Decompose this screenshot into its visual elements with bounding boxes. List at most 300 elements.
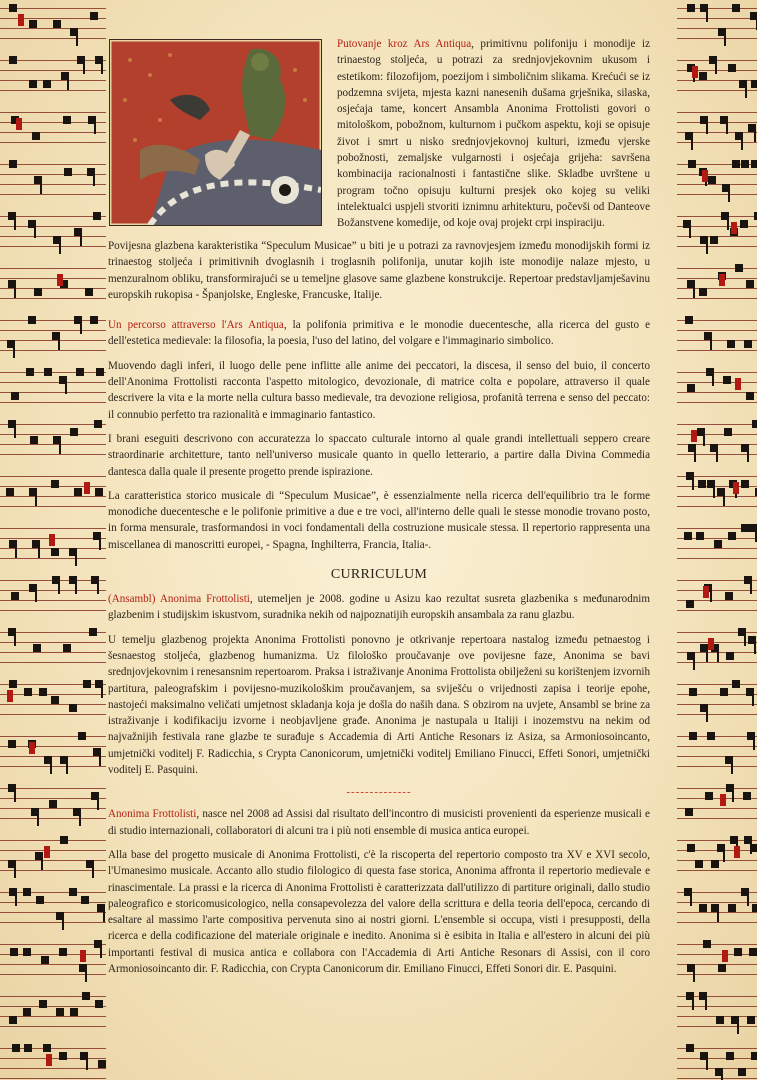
neume-note (687, 4, 695, 12)
note-stem (13, 344, 15, 358)
staff-line (677, 870, 757, 871)
note-stem (728, 188, 730, 202)
music-staff (0, 988, 106, 1034)
staff-line (677, 1026, 757, 1027)
music-staff (677, 208, 757, 254)
note-stem (706, 708, 708, 722)
staff-line (677, 1078, 757, 1079)
curriculum-intro-text-hr: , utemeljen je 2008. godine u Asizu kao rezultat susreta glazbenika s međunarodnim glazbenim i studijskim iskustvom, suradnika nekih od najpoznatijih europskih ansambala za ranu glazbu. (108, 593, 650, 622)
staff-line (0, 454, 106, 455)
note-stem (706, 648, 708, 662)
staff-line (677, 216, 757, 217)
music-staff (677, 312, 757, 358)
neume-note (12, 1044, 20, 1052)
staff-line (0, 340, 106, 341)
staff-line (0, 944, 106, 945)
neume-note (83, 680, 91, 688)
music-staff (0, 1040, 106, 1080)
staff-line (677, 954, 757, 955)
staff-line (677, 184, 757, 185)
neume-note (53, 20, 61, 28)
note-stem (747, 448, 749, 462)
neume-note (725, 592, 733, 600)
staff-line (0, 528, 106, 529)
staff-line (677, 288, 757, 289)
music-staff (0, 468, 106, 514)
music-staff (0, 156, 106, 202)
neume-note (752, 904, 757, 912)
rubric-mark (733, 482, 739, 494)
note-stem (692, 476, 694, 490)
rubric-mark (44, 846, 50, 858)
note-stem (14, 788, 16, 802)
note-stem (100, 944, 102, 958)
neume-note (707, 732, 715, 740)
neume-note (30, 436, 38, 444)
music-staff (0, 52, 106, 98)
rubric-mark (702, 170, 708, 182)
note-stem (85, 968, 87, 982)
neume-note (746, 280, 754, 288)
neume-note (741, 480, 749, 488)
neume-note (51, 548, 59, 556)
note-stem (692, 996, 694, 1010)
note-stem (706, 120, 708, 134)
note-stem (753, 736, 755, 750)
neume-note (23, 1008, 31, 1016)
music-staff (677, 624, 757, 670)
neume-note (751, 160, 757, 168)
staff-line (0, 610, 106, 611)
curriculum-intro-it (108, 806, 650, 839)
music-staff (0, 676, 106, 722)
music-staff (677, 364, 757, 410)
staff-line (0, 372, 106, 373)
note-stem (75, 580, 77, 594)
neume-note (752, 844, 757, 852)
curriculum-lead-hr: (Ansambl) Anonima Frottolisti (108, 593, 250, 606)
note-stem (710, 336, 712, 350)
rubric-mark (57, 274, 63, 286)
note-stem (79, 812, 81, 826)
note-stem (717, 908, 719, 922)
staff-line (0, 704, 106, 705)
note-stem (717, 648, 719, 662)
neume-note (703, 940, 711, 948)
staff-line (677, 424, 757, 425)
neume-note (69, 888, 77, 896)
manuscript-border-right (677, 0, 757, 1080)
note-stem (693, 656, 695, 670)
note-stem (15, 544, 17, 558)
staff-line (677, 548, 757, 549)
paragraph-it-4: La caratteristica storico musicale di “Speculum Musicae”, è essenzialmente nella ricerca dell'equilibrio tra le forme monodiche duecentesche e le polifonie primitive a due e tre voci, all'interno delle quali le stesse monodie trovano posto, in forma mensurale, trasformandosi in voci fondamentali della costruzione musicale stessa. Il repertorio rappresenta una miscellanea di manoscritti europei, - Spagna, Inghilterra, Francia, Italia-. (108, 489, 650, 551)
rubric-mark (49, 534, 55, 546)
note-stem (97, 580, 99, 594)
curriculum-intro-hr (108, 591, 650, 624)
staff-line (0, 246, 106, 247)
neume-note (752, 420, 757, 428)
music-staff (677, 520, 757, 566)
note-stem (706, 8, 708, 22)
neume-note (727, 340, 735, 348)
note-stem (97, 796, 99, 810)
note-stem (14, 424, 16, 438)
note-stem (706, 1056, 708, 1070)
neume-note (24, 688, 32, 696)
staff-line (0, 996, 106, 997)
neume-note (82, 992, 90, 1000)
staff-line (677, 392, 757, 393)
staff-line (677, 662, 757, 663)
note-stem (723, 848, 725, 862)
neume-note (689, 732, 697, 740)
staff-line (677, 610, 757, 611)
music-staff (677, 728, 757, 774)
rubric-mark (46, 1054, 52, 1066)
staff-line (0, 974, 106, 975)
neume-note (59, 1052, 67, 1060)
neume-note (716, 1016, 724, 1024)
staff-line (0, 766, 106, 767)
neume-note (724, 428, 732, 436)
neume-note (26, 368, 34, 376)
neume-note (10, 948, 18, 956)
note-stem (67, 76, 69, 90)
rubric-mark (708, 638, 714, 650)
neume-note (9, 1016, 17, 1024)
staff-line (677, 704, 757, 705)
neume-note (684, 532, 692, 540)
staff-line (0, 402, 106, 403)
music-staff (0, 260, 106, 306)
staff-line (677, 194, 757, 195)
neume-note (747, 1016, 755, 1024)
staff-line (0, 694, 106, 695)
neume-note (36, 896, 44, 904)
note-stem (726, 120, 728, 134)
music-staff (0, 936, 106, 982)
neume-note (70, 428, 78, 436)
paragraph-hr-2: Povijesna glazbena karakteristika “Speculum Musicae” u biti je u potrazi za ravnovjesjem između monodijskih formi iz trinaestog stoljeća i primitivnih dvoglasnih i troglasnih polifonija, unutar kojih iste monodije nalaze mjesto, u menzuralnom obliku, transformirajući se u temeljne glasove same glazbene konstrukcije. Repertoar predstavljamješavinu europskih rukopisa - Španjolske, Engleske, Francuske, Italije. (108, 240, 650, 301)
note-stem (693, 968, 695, 982)
staff-line (0, 194, 106, 195)
neume-note (78, 732, 86, 740)
neume-note (744, 340, 752, 348)
intro-lead-it: Un percorso attraverso l'Ars Antiqua (108, 319, 284, 332)
music-staff (677, 260, 757, 306)
neume-note (56, 1008, 64, 1016)
note-stem (727, 216, 729, 230)
neume-note (732, 680, 740, 688)
staff-line (0, 132, 106, 133)
staff-line (0, 476, 106, 477)
note-stem (41, 856, 43, 870)
neume-note (687, 844, 695, 852)
neume-note (9, 56, 17, 64)
staff-line (0, 382, 106, 383)
music-staff (677, 156, 757, 202)
staff-line (0, 756, 106, 757)
note-stem (689, 224, 691, 238)
neume-note (63, 116, 71, 124)
rubric-mark (735, 378, 741, 390)
rubric-mark (703, 586, 709, 598)
music-staff (0, 572, 106, 618)
staff-line (677, 38, 757, 39)
staff-line (0, 746, 106, 747)
music-staff (677, 0, 757, 46)
neume-note (96, 368, 104, 376)
music-staff (0, 728, 106, 774)
staff-line (0, 808, 106, 809)
neume-note (51, 480, 59, 488)
staff-line (0, 850, 106, 851)
neume-note (698, 480, 706, 488)
curriculum-intro-text-it: , nasce nel 2008 ad Assisi dal risultato dell'incontro di musicisti provenienti da esperienze musicali e di studio internazionali, collaboratori di alcuni tra i più noti ensemble di musica antica europei. (108, 808, 650, 837)
staff-line (677, 330, 757, 331)
neume-note (686, 1044, 694, 1052)
note-stem (710, 588, 712, 602)
note-stem (750, 580, 752, 594)
staff-line (677, 1058, 757, 1059)
note-stem (58, 580, 60, 594)
neume-note (85, 288, 93, 296)
curriculum-paragraph-it-2: Alla base del progetto musicale di Anonima Frottolisti, c'è la riscoperta del repertorio composto tra XV e XVI secolo, l'Umanesimo musicale. Accanto allo studio filologico di questa fase storica, Anonima affronta il repertorio medievale e rinascimentale. La prassi e la ricerca di Anonima Frottolisti è caratterizzata dall'utilizzo di partiture originali, dallo studio paleografico e storicomusicologico, nella consapevolezza del valore della scrittura e della teoria dell'epoca, cercando di esaltare al massimo l'arte compositiva pervenuta sino ai nostri giorni. L'ensemble si occupa, visti i presupposti, della ricerca e della codificazione del materiale originale e inedito. Anonima si è esibita in Italia e all'estero in alcuni dei più importanti festival di musica antica e collabora con l'Accademia di Arti Antiche Resonars di Assisi, con il coro Armoniosoincanto dir. F. Radicchia, con Crypta Canonicorum dir. Emiliano Finucci, Effeti Sonori dir. E. Pasquini. (108, 848, 650, 975)
music-staff (0, 312, 106, 358)
note-stem (721, 1072, 723, 1080)
staff-line (0, 298, 106, 299)
neume-note (90, 316, 98, 324)
staff-line (0, 912, 106, 913)
note-stem (15, 892, 17, 906)
neume-note (741, 160, 749, 168)
note-stem (723, 492, 725, 506)
neume-note (746, 392, 754, 400)
rubric-mark (18, 14, 24, 26)
neume-note (699, 904, 707, 912)
note-stem (75, 552, 77, 566)
note-stem (38, 544, 40, 558)
neume-note (60, 836, 68, 844)
note-stem (14, 864, 16, 878)
staff-line (677, 944, 757, 945)
staff-line (677, 902, 757, 903)
note-stem (99, 752, 101, 766)
neume-note (689, 688, 697, 696)
staff-line (677, 112, 757, 113)
note-stem (713, 484, 715, 498)
note-stem (59, 240, 61, 254)
music-staff (677, 676, 757, 722)
intro-text-it: , la polifonia primitiva e le monodie duecentesche, alla ricerca del gusto e dell'estetica medievale: la filosofia, la poesia, l'uso del latino, del volgare e l'immaginario simbolico. (108, 319, 650, 348)
staff-line (677, 122, 757, 123)
staff-line (0, 70, 106, 71)
neume-note (720, 688, 728, 696)
staff-line (0, 652, 106, 653)
note-stem (14, 284, 16, 298)
neume-note (708, 176, 716, 184)
rubric-mark (29, 742, 35, 754)
neume-note (688, 160, 696, 168)
neume-note (726, 652, 734, 660)
paragraph-it-3: I brani eseguiti descrivono con accuratezza lo spaccato culturale intorno al quale grandi intellettuali seppero creare straordinarie architetture, tanto nell'universo musicale quanto in quello letterario, a partire dalla Divina Commedia dantesca dalla quale il presente progetto prende ispirazione. (108, 432, 650, 478)
music-staff (0, 832, 106, 878)
music-staff (677, 1040, 757, 1080)
intro-text-hr: , primitivnu polifoniju i monodije iz trinaestog stoljeća, u potrazi za srednjovjekovnim ukusom i estetikom: filozofijom, poezijom i simboličnim slikama. Krećući se iz podzemna svijeta, mjesta kazni nanesenih dušama grješnika, silaska, osjećaja tame, koncert Ansambla Anonima Frottolisti govori o mitološkom, pobožnom, kulturnom i pučkom aspektu, koji se opisuje život i smrt u nisko srednjovjekovnoj kulturi, između vjerske pobožnosti, zemaljske vulgarnosti i osjećaja grijeha: savršena kombinacija racionalnosti i fantastične slike. Skladbe uvrštene u program točno opisuju kulturni presjek oko kojeg su veliki intelektualci uspjeli stvoriti iznimnu arhitekturu, počevši od Danteove Božanstvene komedije, od koje ovaj projekt crpi inspiraciju. (337, 38, 650, 230)
note-stem (691, 136, 693, 150)
staff-line (0, 600, 106, 601)
music-staff (677, 988, 757, 1034)
staff-line (677, 756, 757, 757)
note-stem (690, 892, 692, 906)
note-stem (694, 448, 696, 462)
neume-note (732, 4, 740, 12)
neume-note (714, 540, 722, 548)
staff-line (0, 840, 106, 841)
staff-line (677, 350, 757, 351)
note-stem (754, 640, 756, 654)
music-staff (677, 884, 757, 930)
staff-line (0, 714, 106, 715)
neume-note (741, 524, 749, 532)
manuscript-border-left (0, 0, 106, 1080)
rubric-mark (691, 430, 697, 442)
staff-line (677, 496, 757, 497)
music-staff (0, 364, 106, 410)
note-stem (693, 284, 695, 298)
note-stem (14, 632, 16, 646)
note-stem (80, 232, 82, 246)
staff-line (0, 736, 106, 737)
neume-note (24, 1044, 32, 1052)
neume-note (740, 220, 748, 228)
note-stem (93, 172, 95, 186)
staff-line (0, 1058, 106, 1059)
music-staff (677, 52, 757, 98)
neume-note (95, 488, 103, 496)
music-staff (677, 416, 757, 462)
staff-line (0, 350, 106, 351)
music-staff (677, 832, 757, 878)
music-staff (677, 936, 757, 982)
note-stem (65, 380, 67, 394)
neume-note (81, 896, 89, 904)
music-staff (677, 780, 757, 826)
rubric-mark (734, 846, 740, 858)
neume-note (43, 80, 51, 88)
staff-line (0, 922, 106, 923)
staff-line (0, 590, 106, 591)
staff-line (677, 922, 757, 923)
note-stem (724, 32, 726, 46)
neume-note (732, 160, 740, 168)
music-staff (0, 0, 106, 46)
note-stem (703, 432, 705, 446)
staff-line (677, 714, 757, 715)
neume-note (70, 1008, 78, 1016)
curriculum-paragraph-hr-2: U temelju glazbenog projekta Anonima Frottolisti ponovno je otkrivanje repertoara nastalog između petnaestog i šesnaestog stoljeća, glazbenog humanizma. Uz filološko proučavanje ove povijesne faze, Anonima se bavi srednjovjekovnim i renesansnim repertoarom. Praksa i istraživanje Anonima Frottolista obilježeni su korištenjem izvornih partitura, paleografskim i povijesno-muzikološkim proučavanjem, sa sviješću o vrijednosti zapisa i teorije epohe, nastojeći maksimalno veličati umjetnost skladanja koja je došla do naših dana. S obzirom na uvjete, Ansambl se brine za istraživanje i kodifikaciju izvorne i neobjavljene građe. Anonima je nastupala u Italiji i inozemstvu na nekim od najvažnijih festivala rane glazbe te surađuje s Accademia di Arti Antiche Resonars iz Asiza, sa Armoniosoincanto, umjetnički voditelj F. Radicchia, s Crypta Canonicorum, umjetnički voditelj Emiliano Finucci, Effeti Sonori, umjetnički voditelj E. Pasquini. (108, 633, 650, 777)
neume-note (44, 368, 52, 376)
neume-note (726, 1052, 734, 1060)
paragraph-it-2: Muovendo dagli inferi, il luogo delle pene inflitte alle anime dei peccatori, la discesa, il senso del buio, il concerto dell'Anonima Frottolisti racconta l'aspetto mitologico, devozionale, di matrice colta e popolare, attraverso il quale descrivere la vita e la morte nella cultura basso medievale, tra devozione religiosa, profanità terrena e senso del peccato: il connubio perfetto tra razionalità e immaginario fantastico. (108, 359, 650, 421)
neume-note (95, 1000, 103, 1008)
staff-line (677, 1006, 757, 1007)
neume-note (9, 160, 17, 168)
note-stem (747, 892, 749, 906)
rubric-mark (719, 274, 725, 286)
rubric-mark (16, 118, 22, 130)
staff-line (0, 818, 106, 819)
staff-line (0, 38, 106, 39)
note-stem (92, 864, 94, 878)
rubric-mark (731, 222, 737, 234)
neume-note (89, 628, 97, 636)
note-stem (732, 788, 734, 802)
staff-line (0, 28, 106, 29)
note-stem (744, 632, 746, 646)
neume-note (9, 680, 17, 688)
neume-note (33, 644, 41, 652)
staff-line (677, 372, 757, 373)
staff-line (677, 268, 757, 269)
staff-line (677, 788, 757, 789)
neume-note (6, 488, 14, 496)
neume-note (734, 948, 742, 956)
neume-note (51, 696, 59, 704)
staff-line (0, 216, 106, 217)
neume-note (23, 948, 31, 956)
staff-line (677, 746, 757, 747)
staff-line (0, 506, 106, 507)
staff-line (677, 818, 757, 819)
neume-note (49, 800, 57, 808)
note-stem (712, 372, 714, 386)
document-body (108, 36, 650, 985)
note-stem (99, 536, 101, 550)
note-stem (94, 120, 96, 134)
note-stem (101, 684, 103, 698)
neume-note (718, 964, 726, 972)
note-stem (716, 448, 718, 462)
neume-note (90, 12, 98, 20)
neume-note (11, 392, 19, 400)
neume-note (699, 72, 707, 80)
note-stem (83, 60, 85, 74)
intro-paragraph-it (108, 317, 650, 350)
staff-line (0, 496, 106, 497)
curriculum-heading: CURRICULUM (330, 567, 428, 583)
neume-note (74, 488, 82, 496)
neume-note (705, 792, 713, 800)
neume-note (29, 20, 37, 28)
note-stem (66, 760, 68, 774)
music-staff (0, 520, 106, 566)
note-stem (745, 84, 747, 98)
neume-note (94, 420, 102, 428)
music-staff (0, 104, 106, 150)
staff-line (677, 766, 757, 767)
note-stem (37, 812, 39, 826)
intro-lead-hr: Putovanje kroz Ars Antiqua (337, 38, 472, 50)
neume-note (63, 644, 71, 652)
staff-line (677, 18, 757, 19)
neume-note (29, 80, 37, 88)
neume-note (23, 888, 31, 896)
neume-note (711, 860, 719, 868)
note-stem (34, 224, 36, 238)
music-staff (0, 208, 106, 254)
